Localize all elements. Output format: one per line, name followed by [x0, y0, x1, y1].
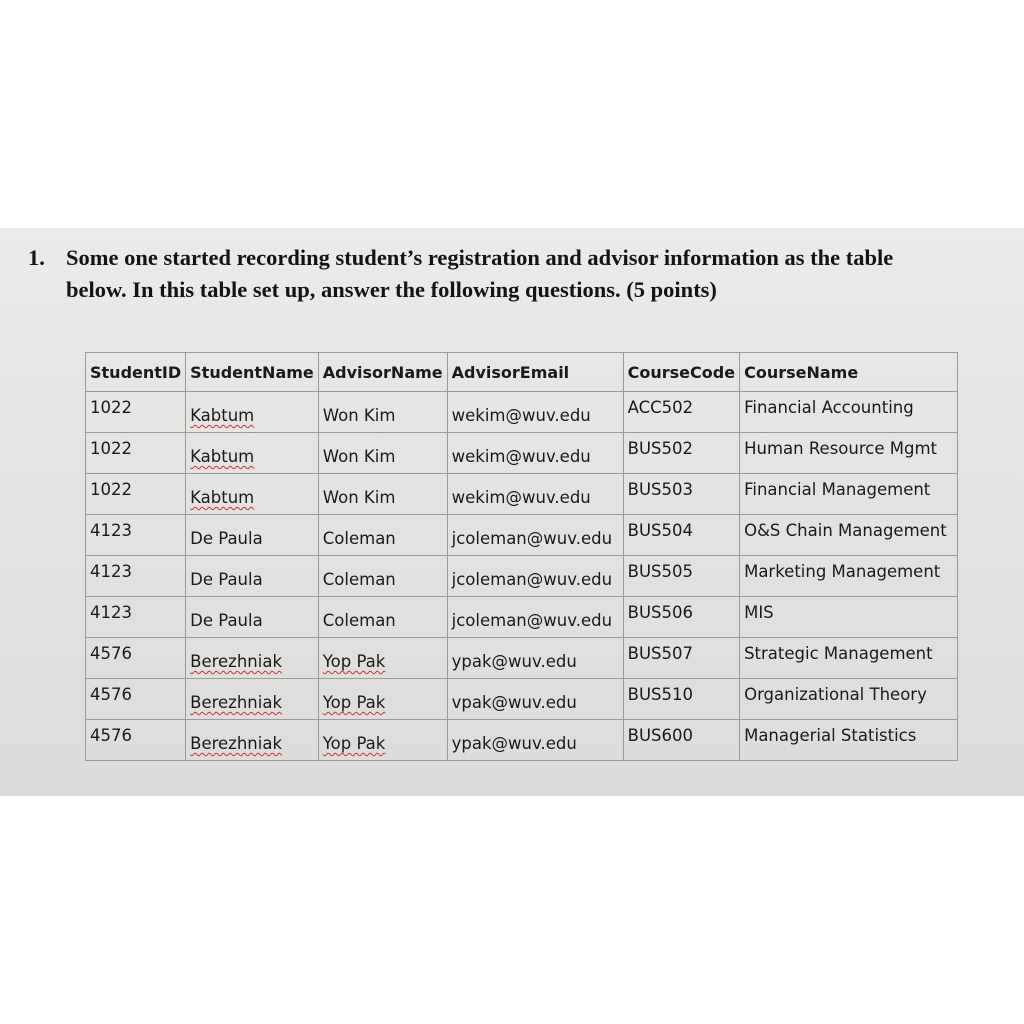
header-student-id: StudentID [86, 353, 186, 392]
cell-advisor-name: Coleman [318, 556, 447, 597]
cell-advisor-name: Won Kim [318, 474, 447, 515]
cell-advisor-email: jcoleman@wuv.edu [447, 515, 623, 556]
header-student-name: StudentName [186, 353, 319, 392]
cell-student-id: 4123 [86, 556, 186, 597]
cell-advisor-name: Yop Pak [318, 720, 447, 761]
cell-advisor-email: wekim@wuv.edu [447, 392, 623, 433]
question-line-2: below. In this table set up, answer the following questions. (5 points) [66, 277, 717, 302]
cell-student-name: Berezhniak [186, 720, 319, 761]
cell-course-code: BUS506 [623, 597, 739, 638]
cell-advisor-email: ypak@wuv.edu [447, 720, 623, 761]
table-row [86, 556, 958, 597]
cell-course-name: Marketing Management [740, 556, 958, 597]
table-row [86, 679, 958, 720]
cell-course-name: O&S Chain Management [740, 515, 958, 556]
cell-student-name: Berezhniak [186, 679, 319, 720]
cell-course-code: BUS502 [623, 433, 739, 474]
cell-advisor-name: Coleman [318, 515, 447, 556]
cell-advisor-email: wekim@wuv.edu [447, 433, 623, 474]
cell-student-id: 1022 [86, 433, 186, 474]
cell-course-code: BUS510 [623, 679, 739, 720]
cell-advisor-email: jcoleman@wuv.edu [447, 597, 623, 638]
cell-student-id: 4576 [86, 720, 186, 761]
cell-student-id: 1022 [86, 392, 186, 433]
registration-table [85, 352, 958, 761]
table-row [86, 433, 958, 474]
cell-course-code: BUS503 [623, 474, 739, 515]
table-row [86, 392, 958, 433]
document-photo [0, 228, 1024, 796]
cell-student-id: 4576 [86, 679, 186, 720]
cell-advisor-name: Coleman [318, 597, 447, 638]
cell-student-id: 4123 [86, 515, 186, 556]
cell-advisor-name: Won Kim [318, 433, 447, 474]
cell-advisor-email: ypak@wuv.edu [447, 638, 623, 679]
header-course-name: CourseName [740, 353, 958, 392]
cell-course-name: Financial Management [740, 474, 958, 515]
cell-course-code: BUS600 [623, 720, 739, 761]
cell-course-name: MIS [740, 597, 958, 638]
cell-course-name: Organizational Theory [740, 679, 958, 720]
cell-advisor-email: jcoleman@wuv.edu [447, 556, 623, 597]
cell-course-code: BUS504 [623, 515, 739, 556]
cell-advisor-name: Won Kim [318, 392, 447, 433]
cell-student-name: Berezhniak [186, 638, 319, 679]
cell-course-code: ACC502 [623, 392, 739, 433]
cell-advisor-email: vpak@wuv.edu [447, 679, 623, 720]
cell-student-name: De Paula [186, 597, 319, 638]
table-row [86, 597, 958, 638]
table-row [86, 474, 958, 515]
cell-student-name: Kabtum [186, 433, 319, 474]
cell-student-name: De Paula [186, 515, 319, 556]
cell-course-code: BUS507 [623, 638, 739, 679]
cell-student-id: 4576 [86, 638, 186, 679]
cell-student-name: Kabtum [186, 474, 319, 515]
cell-student-id: 1022 [86, 474, 186, 515]
header-advisor-email: AdvisorEmail [447, 353, 623, 392]
header-course-code: CourseCode [623, 353, 739, 392]
cell-course-name: Financial Accounting [740, 392, 958, 433]
cell-student-id: 4123 [86, 597, 186, 638]
cell-advisor-email: wekim@wuv.edu [447, 474, 623, 515]
table-row [86, 720, 958, 761]
table-header-row [86, 353, 958, 392]
cell-course-code: BUS505 [623, 556, 739, 597]
question-number: 1. [28, 245, 45, 270]
table-row [86, 638, 958, 679]
cell-course-name: Strategic Management [740, 638, 958, 679]
header-advisor-name: AdvisorName [318, 353, 447, 392]
cell-advisor-name: Yop Pak [318, 638, 447, 679]
cell-course-name: Human Resource Mgmt [740, 433, 958, 474]
cell-course-name: Managerial Statistics [740, 720, 958, 761]
cell-advisor-name: Yop Pak [318, 679, 447, 720]
table-row [86, 515, 958, 556]
cell-student-name: Kabtum [186, 392, 319, 433]
cell-student-name: De Paula [186, 556, 319, 597]
question-line-1: Some one started recording student’s registration and advisor information as the table [66, 245, 894, 270]
